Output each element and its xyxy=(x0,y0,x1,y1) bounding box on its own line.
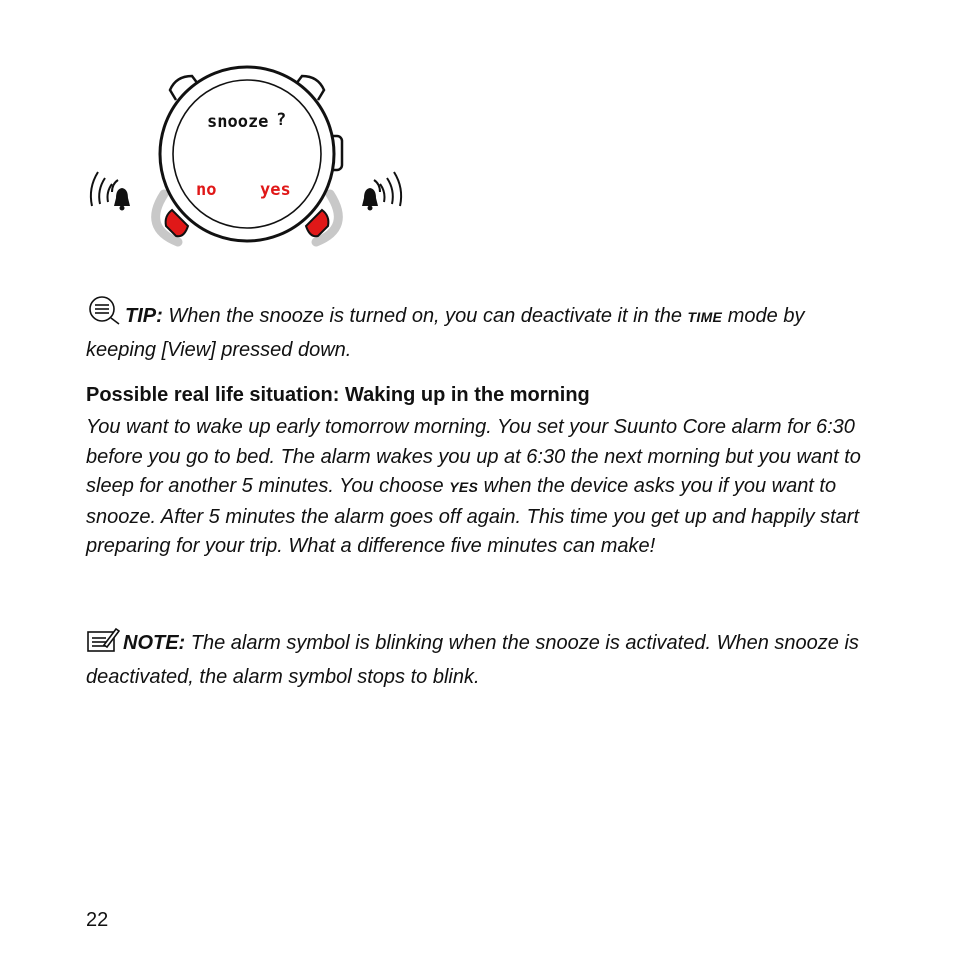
display-question-mark: ? xyxy=(276,110,287,130)
section-heading: Possible real life situation: Waking up in the morning xyxy=(86,384,590,406)
note-paragraph xyxy=(86,627,876,692)
display-option-no: no xyxy=(196,180,217,200)
tip-icon xyxy=(86,296,122,336)
tip-label: TIP: xyxy=(125,305,163,327)
section-choice: YES xyxy=(449,479,479,495)
display-option-yes: yes xyxy=(260,180,291,200)
tip-paragraph xyxy=(86,296,876,365)
ringing-bell-icon xyxy=(362,172,401,211)
section-paragraph xyxy=(86,413,876,562)
note-label: NOTE: xyxy=(123,632,186,654)
ringing-bell-icon xyxy=(91,172,130,211)
note-icon xyxy=(86,627,120,663)
tip-text-after: mode by keeping [View] pressed down. xyxy=(86,305,805,361)
watch-face xyxy=(173,80,321,228)
tip-text-before: When the snooze is turned on, you can deactivate it in the xyxy=(162,305,688,327)
page-number: 22 xyxy=(86,909,109,931)
display-prompt: snooze xyxy=(207,112,269,132)
section-text-before: You want to wake up early tomorrow morning. You set your Suunto Core alarm for 6:30 before you go to bed. The alarm wakes you up at 6:30 the next morning but you want to sleep for another 5 minutes. You choose xyxy=(86,416,861,497)
note-text: The alarm symbol is blinking when the snooze is activated. When snooze is deactivated, the alarm symbol stops to blink. xyxy=(86,632,859,688)
section-text-after: when the device asks you if you want to snooze. After 5 minutes the alarm goes off again. This time you get up and happily start preparing for your trip. What a difference five minutes can make! xyxy=(86,475,860,557)
watch-snooze-illustration xyxy=(80,60,420,260)
tip-mode: TIME xyxy=(687,309,723,325)
